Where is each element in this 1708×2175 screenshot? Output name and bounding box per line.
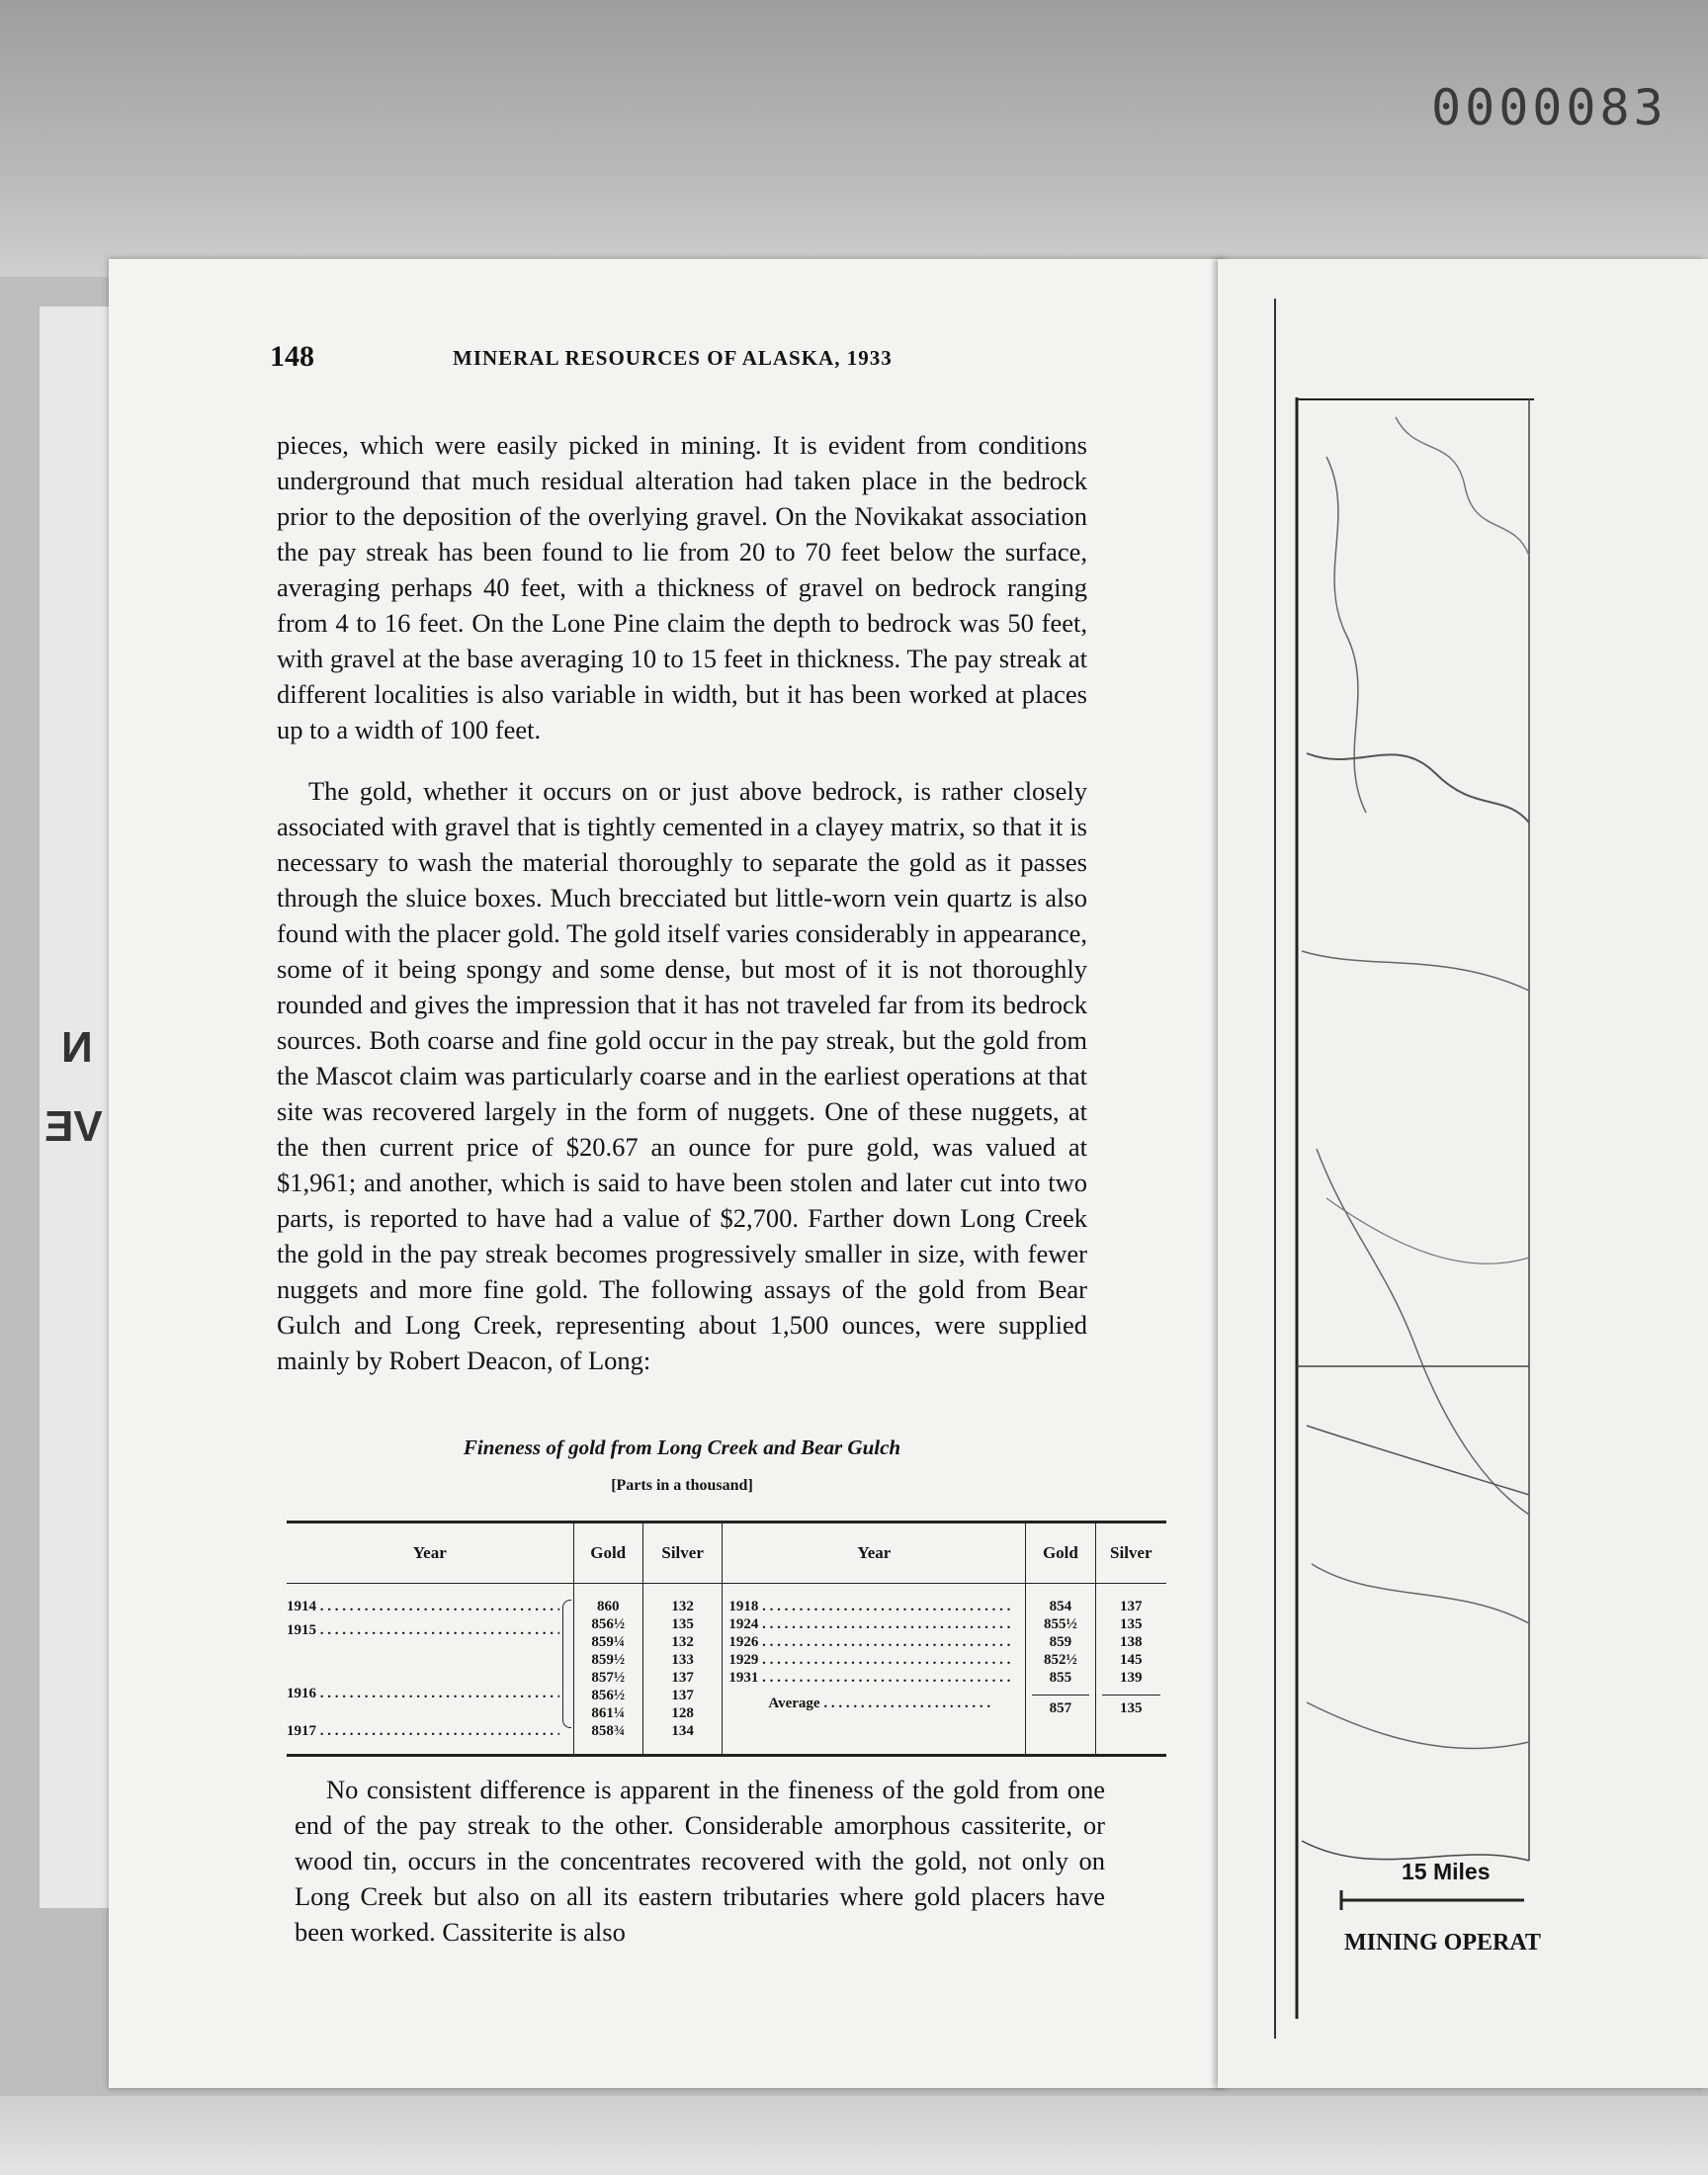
map-coast (1302, 1841, 1529, 1861)
header-silver-2: Silver (1095, 1522, 1166, 1584)
gold-value: 860 (596, 1599, 620, 1614)
table-caption: Fineness of gold from Long Creek and Bear Gulch (463, 1436, 901, 1459)
gold-value: 855½ (1044, 1616, 1077, 1632)
header-silver: Silver (642, 1522, 723, 1584)
year-label: 1917 . . . (287, 1722, 559, 1740)
page-number: 148 (270, 340, 314, 373)
year-label: 1926 . . . (728, 1633, 1011, 1651)
silver-value: 132 (671, 1599, 694, 1614)
running-head (270, 340, 1080, 380)
silver-value: 135 (1120, 1616, 1143, 1632)
silver-value: 135 (671, 1616, 694, 1632)
document-number: 0000083 (1431, 79, 1667, 136)
grouping-brace (562, 1600, 571, 1728)
silver-value: 139 (1120, 1670, 1143, 1686)
left-gold-cell (573, 1584, 642, 1756)
gold-value: 859 (1049, 1634, 1072, 1650)
paragraph-3: No consistent difference is apparent in the fineness of the gold from one end of the pay streak to the other. Considerable amorphous cassiterite, or wood tin, occurs in the concentrates recovered with the gold, not only on Long Creek but also on all its eastern tributaries where gold placers have been worked. Cassiterite is also (295, 1775, 1105, 1947)
year-label: 1929 . . . (728, 1651, 1011, 1669)
running-title: MINERAL RESOURCES OF ALASKA, 1933 (453, 346, 893, 370)
header-gold: Gold (573, 1522, 642, 1584)
map-river (1396, 417, 1529, 556)
scan-bottom-background (0, 2096, 1708, 2175)
margin-mark-1: N (61, 1023, 93, 1072)
map-river (1317, 1149, 1529, 1515)
header-year: Year (287, 1522, 573, 1584)
gold-value: 854 (1049, 1599, 1072, 1614)
map-channel (1307, 1426, 1529, 1495)
fineness-table (287, 1521, 1166, 1757)
margin-mark-2: VE (44, 1102, 103, 1151)
silver-value: 145 (1120, 1652, 1143, 1668)
silver-value: 137 (671, 1670, 694, 1686)
gold-value: 855 (1049, 1670, 1072, 1686)
map-boundary (1302, 951, 1529, 991)
average-label: Average . . . (728, 1695, 1011, 1712)
gold-value: 861¼ (591, 1705, 626, 1721)
table-subcaption: [Parts in a thousand] (611, 1477, 753, 1494)
gold-value: 859½ (591, 1652, 626, 1668)
silver-value: 137 (1120, 1599, 1143, 1614)
map-drawing (1218, 259, 1708, 2088)
scan-top-background (0, 0, 1708, 277)
header-gold-2: Gold (1026, 1522, 1095, 1584)
silver-value: 134 (671, 1723, 694, 1739)
header-year-2: Year (723, 1522, 1026, 1584)
silver-value: 133 (671, 1652, 694, 1668)
paragraph-2: The gold, whether it occurs on or just above bedrock, is rather closely associated with gravel that is tightly cemented in a clayey matrix, so that it is necessary to wash the material thoroughly to separate the gold as it passes through the sluice boxes. Much brecciated but little-worn vein quartz is also found with the placer gold. The gold itself varies considerably in appearance, some of it being spongy and some dense, but most of it is not thoroughly rounded and gives the impression that it has not traveled far from its bedrock sources. Both coarse and fine gold occur in the pay streak, but the gold from the Mascot claim was particularly coarse and in the earliest operations at that site was recovered largely in the form of nuggets. One of these nuggets, at the then current price of $20.67 an ounce for pure gold, was valued at $1,961; and another, which is said to have been stolen and later cut into two parts, is reported to have had a value of $2,700. Farther down Long Creek the gold in the pay streak becomes progressively smaller in size, with fewer nuggets and more fine gold. The following assays of the gold from Bear Gulch and Long Creek, representing about 1,500 ounces, were supplied mainly by Robert Deacon, of Long: (277, 776, 1087, 1375)
silver-value: 128 (671, 1705, 694, 1721)
left-year-cell (287, 1584, 573, 1756)
silver-value: 132 (671, 1634, 694, 1650)
year-label: 1931 . . . (728, 1669, 1011, 1687)
gold-value: 858¾ (591, 1723, 626, 1739)
silver-value: 137 (671, 1688, 694, 1703)
year-label: 1915 . . . (287, 1621, 559, 1639)
table-header-row (287, 1522, 1166, 1584)
map-river (1307, 753, 1529, 823)
gold-value: 852½ (1044, 1652, 1077, 1668)
book-page (109, 259, 1226, 2088)
average-gold: 857 (1032, 1695, 1088, 1717)
silver-value: 138 (1120, 1634, 1143, 1650)
map-river (1312, 1564, 1529, 1623)
gold-value: 859¼ (591, 1634, 626, 1650)
right-silver-cell (1095, 1584, 1166, 1756)
gold-value: 856½ (591, 1688, 626, 1703)
year-label: 1914 . . . (287, 1598, 559, 1615)
map-scale-label: 15 Miles (1402, 1859, 1491, 1884)
year-label: 1916 . . . (287, 1685, 559, 1702)
right-gold-cell (1026, 1584, 1095, 1756)
gold-value: 857½ (591, 1670, 626, 1686)
right-year-cell (723, 1584, 1026, 1756)
average-silver: 135 (1102, 1695, 1160, 1717)
table-body-row (287, 1584, 1166, 1756)
map-caption: MINING OPERAT (1344, 1930, 1541, 1956)
gold-value: 856½ (591, 1616, 626, 1632)
year-label: 1924 . . . (728, 1615, 1011, 1633)
paragraph-1: pieces, which were easily picked in mining. It is evident from conditions underground that much residual alteration had taken place in the bedrock prior to the deposition of the overlying gravel. On the Novikakat association the pay streak has been found to lie from 20 to 70 feet below the surface, averaging perhaps 40 feet, with a thickness of gravel on bedrock ranging from 4 to 16 feet. On the Lone Pine claim the depth to bedrock was 50 feet, with gravel at the base averaging 10 to 15 feet in thickness. The pay streak at different localities is also variable in width, but it has been worked at places up to a width of 100 feet. (277, 430, 1087, 744)
left-silver-cell (642, 1584, 723, 1756)
map-river (1307, 1702, 1529, 1748)
year-label: 1918 . . . (728, 1598, 1011, 1615)
map-panel (1218, 259, 1708, 2088)
